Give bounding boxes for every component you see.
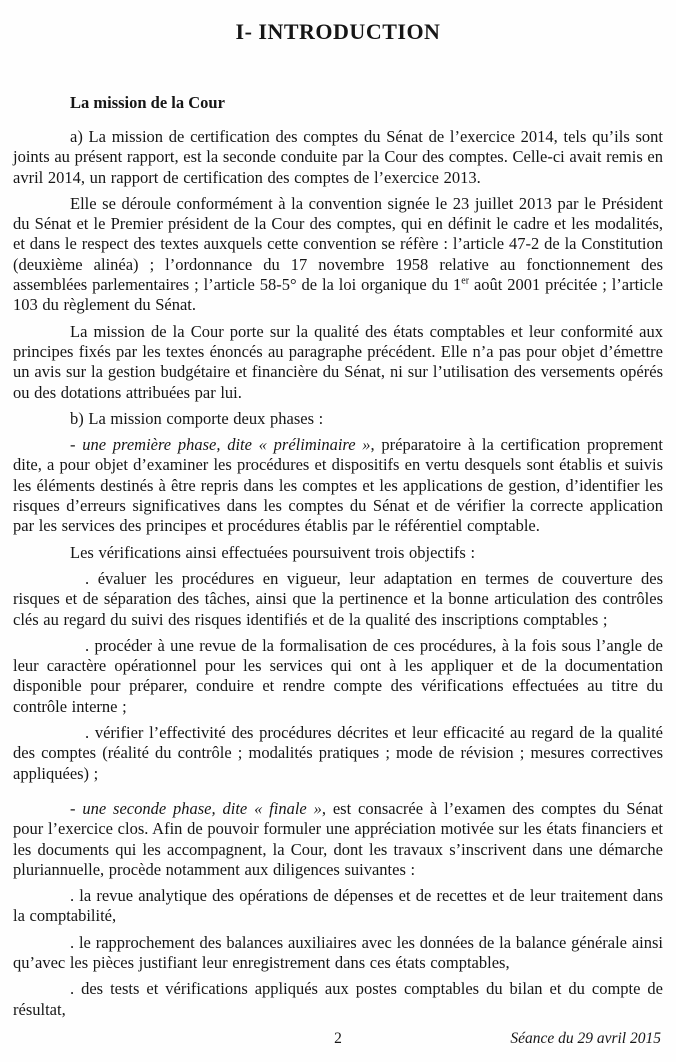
paragraph-trois-objectifs: [13, 543, 663, 563]
paragraph-text: Les vérifications ainsi effectuées poursuivent trois objectifs :: [70, 542, 476, 562]
page-footer: [13, 1030, 663, 1050]
bullet-proceder: [13, 636, 663, 717]
paragraph-text: Elle se déroule conformément à la convention signée le 23 juillet 2013 par le Président du Sénat et le Premier président de la Cour des comptes, qui en définit le cadre et les modalités, et dans le respect des textes auxquels cette convention se réfère : l’article 47-2 de la Constitution (deuxième alinéa) ; l’ordonnance du 17 novembre 1958 relative au fonctionnement des assemblées parlementaires ; l’article 58-5° de la loi organique du 1: [13, 193, 663, 295]
paragraph-deux-phases: [13, 409, 663, 429]
paragraph-convention: [13, 194, 663, 316]
bullet-evaluer: [13, 569, 663, 630]
page-title: I- INTRODUCTION: [235, 19, 441, 44]
paragraph-premiere-phase: [13, 435, 663, 536]
paragraph-portee-mission: [13, 322, 663, 403]
paragraph-text: a) La mission de certification des comptes du Sénat de l’exercice 2014, tels qu’ils sont joints au présent rapport, est la seconde conduite par la Cour des comptes. Celle-ci avait remis en avril 2014, un rapport de certification des comptes de l’exercice 2013.: [13, 127, 663, 187]
bullet-rapprochement: [13, 933, 663, 974]
paragraph-text: . le rapprochement des balances auxiliaires avec les données de la balance générale ainsi qu’avec les pièces justifiant leur enregistrement dans ces états comptables,: [13, 932, 663, 972]
paragraph-seconde-phase: [13, 799, 663, 880]
session-date: Séance du 29 avril 2015: [510, 1030, 661, 1047]
paragraph-text: . vérifier l’effectivité des procédures décrites et leur efficacité au regard de la qualité des comptes (réalité du contrôle ; modalités pratiques ; mode de révision ; mesures correctives appliquées) ;: [13, 723, 663, 783]
bullet-verifier: [13, 723, 663, 784]
paragraph-text: b) La mission comporte deux phases :: [70, 408, 324, 428]
paragraph-text: La mission de la Cour porte sur la qualité des états comptables et leur conformité aux principes fixés par les textes énoncés au paragraphe précédent. Elle n’a pas pour objet d’émettre un avis sur la gestion budgétaire et financière du Sénat, ni sur l’utilisation des versements opérés ou des dotations attribuées par lui.: [13, 321, 663, 402]
paragraph-text: . procéder à une revue de la formalisation de ces procédures, à la fois sous l’angle de leur caractère opérationnel pour les services qui ont à les appliquer et de la documentation disponible pour préparer, conduire et rendre compte des vérifications effectuées au titre du contrôle interne ;: [13, 635, 663, 716]
paragraph-mission-a: [13, 127, 663, 188]
paragraph-text: , est consacrée à l’examen des comptes du Sénat pour l’exercice clos. Afin de pouvoir formuler une appréciation motivée sur les états financiers et les documents qui les accompagnent, la Cour, dont les travaux s’inscrivent dans une démarche pluriannuelle, procède notamment aux diligences suivantes :: [13, 798, 663, 879]
paragraph-text: . évaluer les procédures en vigueur, leur adaptation en termes de couverture des risques et de séparation des tâches, ainsi que la pertinence et la bonne articulation des contrôles clés au regard du suivi des risques identifiés et de la qualité des inscriptions comptables ;: [13, 568, 663, 629]
paragraph-text: . la revue analytique des opérations de dépenses et de recettes et de leur traitement dans la comptabilité,: [13, 886, 663, 926]
paragraph-text: , préparatoire à la certification proprement dite, a pour objet d’examiner les procédures et dispositifs en vertu desquels sont établis et suivis les éléments destinés à être repris dans les comptes et les applications de gestion, d’identifier les risques d’erreurs significatives dans les comptes du Sénat et de vérifier la correcte application par les services des principes et procédures établis par le référentiel comptable.: [13, 435, 664, 536]
phase-label-italic: - une première phase, dite « préliminaire »: [70, 435, 371, 455]
paragraph-text: . des tests et vérifications appliqués aux postes comptables du bilan et du compte de résultat,: [13, 979, 663, 1019]
section-heading: La mission de la Cour: [70, 93, 225, 112]
bullet-revue-analytique: [13, 886, 663, 927]
bullet-tests: [13, 979, 663, 1020]
phase-label-italic: - une seconde phase, dite « finale »: [70, 798, 322, 818]
page-number: 2: [334, 1030, 342, 1047]
paragraph-text: août 2001 précitée ; l’article 103 du règlement du Sénat.: [13, 275, 663, 315]
ordinal-superscript: er: [461, 275, 470, 287]
